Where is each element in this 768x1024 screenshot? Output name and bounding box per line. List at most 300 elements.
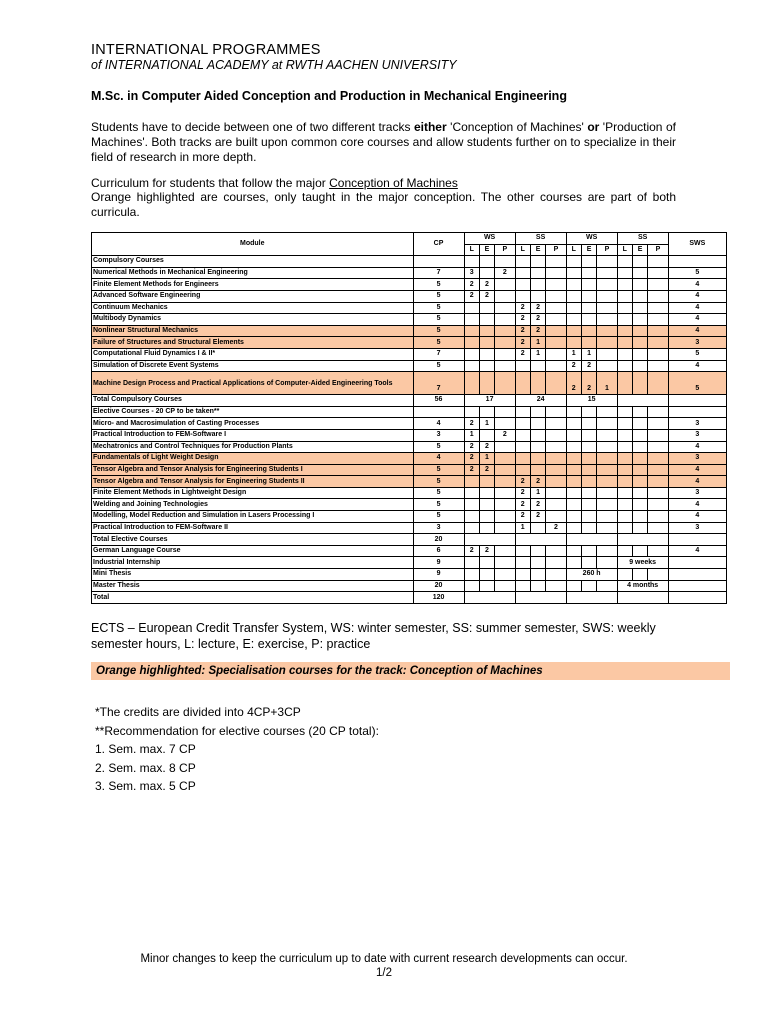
table-cell: Practical Introduction to FEM-Software I <box>92 429 414 441</box>
table-cell <box>546 453 566 465</box>
table-cell <box>581 290 596 302</box>
table-cell <box>632 522 647 534</box>
table-cell: 3 <box>668 487 726 499</box>
table-cell <box>479 499 494 511</box>
table-cell <box>648 569 668 581</box>
table-cell <box>566 314 581 326</box>
table-cell <box>495 290 515 302</box>
table-cell <box>464 511 479 523</box>
table-cell <box>464 348 479 360</box>
table-cell: 5 <box>668 372 726 395</box>
table-cell <box>648 476 668 488</box>
table-cell: 1 <box>464 429 479 441</box>
table-cell <box>530 557 545 569</box>
table-cell <box>566 499 581 511</box>
table-cell: 2 <box>515 314 530 326</box>
table-row <box>92 395 727 407</box>
table-cell <box>546 290 566 302</box>
table-cell <box>464 360 479 372</box>
table-cell: 4 <box>668 511 726 523</box>
section-label: Elective Courses - 20 CP to be taken** <box>92 406 414 418</box>
table-cell: 7 <box>413 267 464 279</box>
table-cell <box>530 545 545 557</box>
table-cell <box>515 406 530 418</box>
table-cell <box>495 569 515 581</box>
sub-header: E <box>479 244 494 256</box>
table-cell <box>530 464 545 476</box>
table-cell <box>648 522 668 534</box>
table-cell <box>515 557 530 569</box>
table-cell <box>617 511 632 523</box>
table-cell <box>566 522 581 534</box>
table-cell: Multibody Dynamics <box>92 314 414 326</box>
table-cell <box>495 476 515 488</box>
table-cell <box>495 499 515 511</box>
table-cell <box>479 267 494 279</box>
table-row <box>92 522 727 534</box>
table-cell: Tensor Algebra and Tensor Analysis for Engineering Students I <box>92 464 414 476</box>
table-cell <box>566 441 581 453</box>
table-cell: 1 <box>515 522 530 534</box>
term-header: WS <box>566 233 617 245</box>
table-cell: 5 <box>413 499 464 511</box>
table-cell <box>566 290 581 302</box>
table-cell <box>495 418 515 430</box>
table-cell: 3 <box>668 453 726 465</box>
table-cell <box>546 429 566 441</box>
table-cell: 2 <box>464 279 479 291</box>
table-cell <box>632 499 647 511</box>
sub-header: P <box>597 244 617 256</box>
table-cell: Total Compulsory Courses <box>92 395 414 407</box>
table-cell <box>648 545 668 557</box>
table-row <box>92 487 727 499</box>
table-cell <box>546 372 566 395</box>
table-cell <box>617 406 632 418</box>
table-cell <box>668 534 726 546</box>
table-row <box>92 511 727 523</box>
table-cell <box>617 372 632 395</box>
table-cell <box>597 256 617 268</box>
table-cell <box>597 314 617 326</box>
table-cell: Nonlinear Structural Mechanics <box>92 325 414 337</box>
table-cell <box>495 557 515 569</box>
table-cell <box>648 360 668 372</box>
table-cell <box>515 534 566 546</box>
table-cell <box>479 429 494 441</box>
footnote: **Recommendation for elective courses (20 CP total): <box>95 723 379 738</box>
table-cell <box>530 290 545 302</box>
table-cell <box>479 348 494 360</box>
table-cell <box>617 418 632 430</box>
table-cell <box>648 406 668 418</box>
table-cell <box>495 314 515 326</box>
table-row <box>92 256 727 268</box>
table-cell <box>566 256 581 268</box>
table-cell <box>515 429 530 441</box>
table-cell <box>464 325 479 337</box>
table-cell <box>648 267 668 279</box>
table-cell <box>632 325 647 337</box>
table-cell: 2 <box>581 360 596 372</box>
footnote: 1. Sem. max. 7 CP <box>95 742 196 756</box>
table-cell <box>479 511 494 523</box>
table-cell <box>495 279 515 291</box>
table-cell: 9 <box>413 569 464 581</box>
table-cell: 2 <box>495 429 515 441</box>
table-cell <box>581 429 596 441</box>
table-cell <box>479 314 494 326</box>
table-cell <box>617 337 632 349</box>
table-cell: 20 <box>413 580 464 592</box>
table-cell <box>648 337 668 349</box>
table-cell <box>597 580 617 592</box>
table-cell: 2 <box>479 441 494 453</box>
table-cell <box>581 487 596 499</box>
table-cell <box>495 360 515 372</box>
table-cell: 4 <box>413 418 464 430</box>
table-cell: Finite Element Methods for Engineers <box>92 279 414 291</box>
table-cell <box>581 522 596 534</box>
table-cell: Industrial Internship <box>92 557 414 569</box>
header-title: INTERNATIONAL PROGRAMMES <box>91 42 321 58</box>
table-cell <box>495 580 515 592</box>
table-cell <box>546 279 566 291</box>
table-cell: 9 <box>413 557 464 569</box>
table-cell <box>515 580 530 592</box>
table-cell <box>648 290 668 302</box>
table-cell <box>581 325 596 337</box>
table-row <box>92 290 727 302</box>
table-cell: 20 <box>413 534 464 546</box>
page-footer <box>0 952 768 980</box>
table-cell <box>648 256 668 268</box>
table-cell <box>581 441 596 453</box>
table-cell <box>632 511 647 523</box>
table-cell: Failure of Structures and Structural Elements <box>92 337 414 349</box>
sub-header: P <box>546 244 566 256</box>
table-cell <box>566 511 581 523</box>
table-cell: 1 <box>581 348 596 360</box>
table-cell: 1 <box>479 418 494 430</box>
table-cell <box>530 256 545 268</box>
table-cell <box>617 487 632 499</box>
table-cell: 2 <box>515 348 530 360</box>
program-heading: M.Sc. in Computer Aided Conception and Production in Mechanical Engineering <box>91 89 567 103</box>
table-cell <box>617 441 632 453</box>
table-cell: 2 <box>530 325 545 337</box>
table-cell <box>668 256 726 268</box>
intro-paragraph: Students have to decide between one of two different tracks either 'Conception of Machines' or 'Production of Machines'. Both tracks are built upon common core courses and allow students further on to specialize in their field of research in more depth. <box>91 120 676 164</box>
table-cell <box>648 429 668 441</box>
table-cell: 2 <box>515 325 530 337</box>
table-cell <box>632 487 647 499</box>
table-cell <box>617 545 632 557</box>
table-cell <box>581 406 596 418</box>
table-row <box>92 441 727 453</box>
table-cell <box>464 476 479 488</box>
table-cell <box>464 487 479 499</box>
table-row <box>92 325 727 337</box>
table-cell <box>648 464 668 476</box>
table-cell: 2 <box>479 279 494 291</box>
table-cell <box>648 487 668 499</box>
table-row <box>92 453 727 465</box>
table-cell <box>597 325 617 337</box>
table-cell: 4 <box>668 279 726 291</box>
table-cell <box>617 360 632 372</box>
table-cell: 4 <box>668 476 726 488</box>
table-cell: Finite Element Methods in Lightweight Design <box>92 487 414 499</box>
table-cell: Computational Fluid Dynamics I & II* <box>92 348 414 360</box>
page-number: 1/2 <box>376 967 392 979</box>
table-cell <box>479 325 494 337</box>
table-cell: 3 <box>413 522 464 534</box>
sub-header: L <box>617 244 632 256</box>
table-cell <box>632 569 647 581</box>
table-cell: 2 <box>515 487 530 499</box>
table-cell <box>668 569 726 581</box>
table-cell <box>581 580 596 592</box>
table-cell <box>632 418 647 430</box>
table-cell: 1 <box>530 348 545 360</box>
table-cell <box>566 325 581 337</box>
table-cell <box>530 580 545 592</box>
table-cell <box>515 453 530 465</box>
table-cell: 2 <box>515 302 530 314</box>
table-cell <box>495 372 515 395</box>
table-cell <box>632 267 647 279</box>
table-row <box>92 302 727 314</box>
table-cell: Simulation of Discrete Event Systems <box>92 360 414 372</box>
table-cell <box>581 279 596 291</box>
table-cell: 2 <box>464 545 479 557</box>
table-cell: 56 <box>413 395 464 407</box>
table-cell: German Language Course <box>92 545 414 557</box>
table-cell: 2 <box>464 464 479 476</box>
table-cell: Practical Introduction to FEM-Software II <box>92 522 414 534</box>
table-cell <box>648 511 668 523</box>
table-cell <box>495 545 515 557</box>
table-row <box>92 360 727 372</box>
table-row <box>92 499 727 511</box>
table-cell <box>479 406 494 418</box>
table-cell <box>464 522 479 534</box>
table-cell: 5 <box>413 325 464 337</box>
table-row <box>92 476 727 488</box>
table-cell <box>632 360 647 372</box>
table-cell: 15 <box>566 395 617 407</box>
table-cell <box>597 476 617 488</box>
table-cell: 2 <box>566 360 581 372</box>
ects-legend: ECTS – European Credit Transfer System, WS: winter semester, SS: summer semester, SWS: weekly semester hours, L: lecture, E: exercise, P: practice <box>91 621 656 651</box>
table-cell <box>530 522 545 534</box>
table-cell <box>546 557 566 569</box>
table-cell <box>597 337 617 349</box>
table-row <box>92 569 727 581</box>
table-cell: 3 <box>668 522 726 534</box>
table-cell: 2 <box>495 267 515 279</box>
table-cell: 4 <box>668 464 726 476</box>
table-cell: 2 <box>515 337 530 349</box>
table-row <box>92 418 727 430</box>
table-cell: 4 <box>668 325 726 337</box>
table-cell <box>566 545 581 557</box>
curriculum-table <box>91 232 727 604</box>
table-cell <box>632 348 647 360</box>
table-cell <box>530 429 545 441</box>
table-cell <box>530 267 545 279</box>
table-cell: 4 <box>668 314 726 326</box>
table-cell: Mechatronics and Control Techniques for Production Plants <box>92 441 414 453</box>
table-cell <box>566 453 581 465</box>
footnotes <box>95 703 379 796</box>
table-cell: 120 <box>413 592 464 604</box>
table-cell <box>546 348 566 360</box>
table-cell <box>479 487 494 499</box>
table-cell <box>597 441 617 453</box>
table-cell <box>566 279 581 291</box>
table-cell <box>632 406 647 418</box>
table-cell <box>464 256 479 268</box>
table-cell <box>546 464 566 476</box>
table-cell: 4 <box>668 360 726 372</box>
table-cell <box>464 557 479 569</box>
header-subtitle: of INTERNATIONAL ACADEMY at RWTH AACHEN UNIVERSITY <box>91 58 457 72</box>
table-cell <box>495 348 515 360</box>
table-cell: 2 <box>581 372 596 395</box>
table-cell: 4 <box>668 499 726 511</box>
table-row <box>92 464 727 476</box>
table-cell <box>597 522 617 534</box>
table-cell: Welding and Joining Technologies <box>92 499 414 511</box>
table-cell <box>597 557 617 569</box>
table-cell: Machine Design Process and Practical Applications of Computer-Aided Engineering Tools <box>92 372 414 395</box>
table-cell <box>597 511 617 523</box>
table-cell <box>495 302 515 314</box>
table-row <box>92 406 727 418</box>
table-cell <box>566 302 581 314</box>
term-header: WS <box>464 233 515 245</box>
table-cell: 4 <box>413 453 464 465</box>
table-cell: 3 <box>464 267 479 279</box>
table-cell <box>464 569 479 581</box>
table-cell <box>566 418 581 430</box>
table-cell: 2 <box>464 290 479 302</box>
table-cell <box>515 290 530 302</box>
table-cell <box>632 545 647 557</box>
table-cell <box>581 314 596 326</box>
table-cell <box>530 360 545 372</box>
table-cell <box>495 487 515 499</box>
curriculum-intro: Curriculum for students that follow the major Conception of Machines <box>91 176 458 190</box>
table-cell <box>515 360 530 372</box>
table-cell: Total <box>92 592 414 604</box>
table-cell <box>546 360 566 372</box>
table-row <box>92 314 727 326</box>
table-cell <box>581 418 596 430</box>
table-cell <box>495 406 515 418</box>
sub-header: L <box>566 244 581 256</box>
table-cell <box>530 372 545 395</box>
table-row <box>92 580 727 592</box>
sub-header: L <box>515 244 530 256</box>
table-cell <box>581 267 596 279</box>
table-cell: 260 h <box>566 569 617 581</box>
table-cell <box>479 580 494 592</box>
table-cell <box>479 522 494 534</box>
table-cell <box>464 534 515 546</box>
table-cell <box>464 337 479 349</box>
table-row <box>92 279 727 291</box>
table-cell <box>546 476 566 488</box>
table-cell: 2 <box>530 511 545 523</box>
table-cell <box>495 522 515 534</box>
table-cell: 5 <box>413 464 464 476</box>
table-cell <box>530 453 545 465</box>
table-cell <box>479 256 494 268</box>
table-cell <box>632 290 647 302</box>
table-cell: 5 <box>413 314 464 326</box>
table-cell: 2 <box>530 314 545 326</box>
table-cell <box>515 256 530 268</box>
table-cell <box>597 279 617 291</box>
table-cell <box>495 511 515 523</box>
table-cell <box>479 372 494 395</box>
table-cell <box>581 302 596 314</box>
table-cell <box>617 453 632 465</box>
table-cell <box>566 267 581 279</box>
table-cell <box>617 279 632 291</box>
sub-header: E <box>581 244 596 256</box>
footnote: 2. Sem. max. 8 CP <box>95 760 196 775</box>
table-cell <box>581 511 596 523</box>
table-cell <box>495 325 515 337</box>
table-cell <box>546 487 566 499</box>
table-cell <box>464 580 479 592</box>
table-row <box>92 337 727 349</box>
table-cell <box>581 337 596 349</box>
table-cell <box>515 372 530 395</box>
module-header: Module <box>92 233 414 256</box>
table-cell: Numerical Methods in Mechanical Engineering <box>92 267 414 279</box>
table-cell: 2 <box>464 453 479 465</box>
table-cell <box>597 267 617 279</box>
table-cell: 5 <box>413 290 464 302</box>
table-cell <box>617 464 632 476</box>
table-cell <box>617 534 668 546</box>
table-cell <box>581 464 596 476</box>
table-cell <box>479 360 494 372</box>
table-cell: 5 <box>668 348 726 360</box>
orange-highlight-note: Orange highlighted: Specialisation courses for the track: Conception of Machines <box>91 662 730 680</box>
table-cell <box>597 302 617 314</box>
table-cell <box>597 545 617 557</box>
table-cell: 3 <box>668 337 726 349</box>
table-cell: Master Thesis <box>92 580 414 592</box>
table-cell: 1 <box>530 487 545 499</box>
table-cell <box>617 325 632 337</box>
sws-header: SWS <box>668 233 726 256</box>
table-cell <box>617 290 632 302</box>
table-cell <box>546 325 566 337</box>
table-cell <box>566 534 617 546</box>
table-cell <box>581 476 596 488</box>
table-cell <box>495 256 515 268</box>
table-cell <box>632 441 647 453</box>
table-cell <box>617 476 632 488</box>
table-cell <box>515 267 530 279</box>
